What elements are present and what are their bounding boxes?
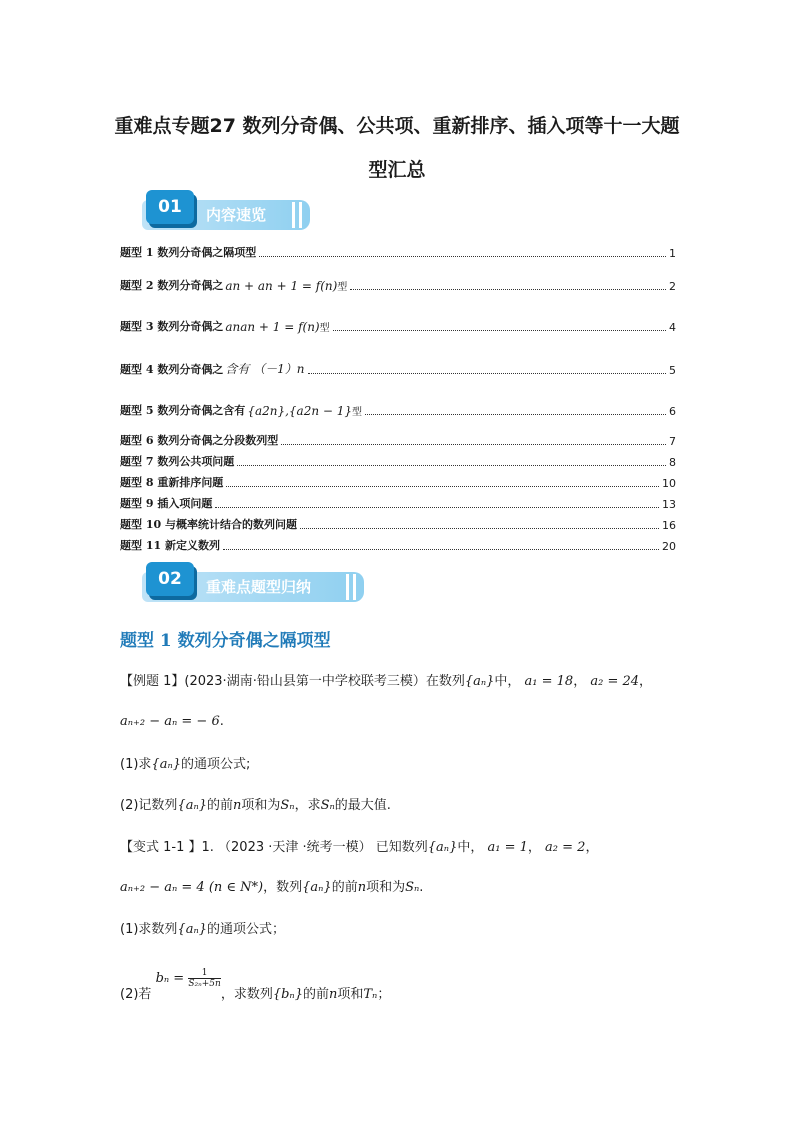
toc-item-7[interactable] [120, 453, 676, 469]
banner-number: 01 [146, 190, 194, 224]
title-line-1: 重难点专题27 数列分奇偶、公共项、重新排序、插入项等十一大题 [114, 115, 680, 137]
toc-item-3[interactable] [120, 318, 676, 334]
toc-item-label: 题型 6 数列分奇偶之分段数列型 [120, 434, 279, 447]
toc-item-5[interactable] [120, 402, 676, 418]
toc-page-number: 4 [669, 321, 676, 334]
toc-item-9[interactable] [120, 495, 676, 511]
banner-stripes [342, 574, 356, 600]
toc-item-suffix: 型 [319, 323, 330, 334]
leader-dots [300, 527, 659, 529]
key-problem-types-banner [128, 562, 364, 606]
toc-page-number: 8 [669, 456, 676, 469]
leader-dots [333, 329, 666, 331]
toc-item-label: 题型 3 数列分奇偶之 [120, 320, 224, 333]
toc-item-label: 题型 7 数列公共项问题 [120, 455, 235, 468]
banner-label: 内容速览 [206, 206, 267, 224]
fraction: $\frac{1}{\text{S₂ₙ+5n}}$ [188, 968, 221, 989]
toc-page-number: 20 [662, 540, 676, 553]
toc-item-label: 题型 9 插入项问题 [120, 497, 213, 510]
variant-1-1-line-1: 【变式 1-1 】1. （2023 ·天津 ·统考一模） 已知数列{aₙ}中， a₁ = 1， a₂ = 2， [120, 840, 599, 855]
leader-dots [281, 443, 666, 445]
variant-1-1-question-2: (2)若 bₙ = $\frac{1}{\text{S₂ₙ+5n}}$ ，求数列{bₙ}的前n项和Tₙ； [120, 968, 391, 1002]
toc-item-label: 题型 2 数列分奇偶之 [120, 279, 224, 292]
toc-item-2[interactable] [120, 277, 676, 293]
toc-item-6[interactable] [120, 432, 676, 448]
toc-page-number: 5 [669, 364, 676, 377]
toc-page-number: 13 [662, 498, 676, 511]
leader-dots [350, 288, 666, 290]
leader-dots [226, 485, 659, 487]
banner-label: 重难点题型归纳 [206, 578, 312, 596]
toc-item-formula: 含有 （－1）n [225, 362, 305, 376]
variant-1-1-question-1: (1)求数列{aₙ}的通项公式； [120, 922, 285, 937]
banner-number: 02 [146, 562, 194, 596]
toc-page-number: 1 [669, 247, 676, 260]
toc-item-suffix: 型 [337, 282, 348, 293]
leader-dots [259, 255, 666, 257]
banner-stripes [288, 202, 302, 228]
leader-dots [308, 372, 667, 374]
variant-1-1-line-2: aₙ₊₂ − aₙ = 4 (n ∈ N*)，数列{aₙ}的前n项和为Sₙ. [120, 880, 424, 895]
toc-item-formula: an + an + 1 = f(n) [225, 279, 338, 293]
toc-item-label: 题型 1 数列分奇偶之隔项型 [120, 246, 257, 259]
toc-item-formula: anan + 1 = f(n) [225, 320, 320, 334]
document-title [100, 104, 694, 192]
toc-item-11[interactable] [120, 537, 676, 553]
title-line-2: 型汇总 [368, 159, 426, 181]
toc-page-number: 2 [669, 280, 676, 293]
example-1-line-1: 【例题 1】(2023·湖南·铅山县第一中学校联考三模）在数列{aₙ}中， a₁ = 18， a₂ = 24， [120, 674, 653, 689]
toc-item-suffix: 型 [352, 407, 363, 418]
toc-item-label: 题型 11 新定义数列 [120, 539, 220, 552]
toc-page-number: 10 [662, 477, 676, 490]
example-1-question-1: (1)求{aₙ}的通项公式; [120, 757, 251, 772]
toc-page-number: 6 [669, 405, 676, 418]
toc-item-label: 题型 4 数列分奇偶之 [120, 363, 224, 376]
example-1-question-2: (2)记数列{aₙ}的前n项和为Sₙ，求Sₙ的最大值. [120, 798, 391, 813]
toc-item-8[interactable] [120, 474, 676, 490]
toc-page-number: 16 [662, 519, 676, 532]
section-heading: 题型 1 数列分奇偶之隔项型 [120, 631, 331, 651]
toc-item-10[interactable] [120, 516, 676, 532]
toc-item-label: 题型 5 数列分奇偶之含有 [120, 404, 246, 417]
toc-item-1[interactable] [120, 244, 676, 260]
leader-dots [237, 464, 666, 466]
leader-dots [215, 506, 659, 508]
toc-item-label: 题型 8 重新排序问题 [120, 476, 224, 489]
toc-page-number: 7 [669, 435, 676, 448]
example-1-line-2: aₙ₊₂ − aₙ = − 6. [120, 714, 224, 729]
toc-item-label: 题型 10 与概率统计结合的数列问题 [120, 518, 297, 531]
leader-dots [223, 548, 659, 550]
contents-overview-banner [128, 190, 310, 234]
leader-dots [365, 413, 666, 415]
toc-item-formula: {a2n},{a2n − 1} [247, 404, 353, 418]
toc-item-4[interactable] [120, 360, 676, 377]
